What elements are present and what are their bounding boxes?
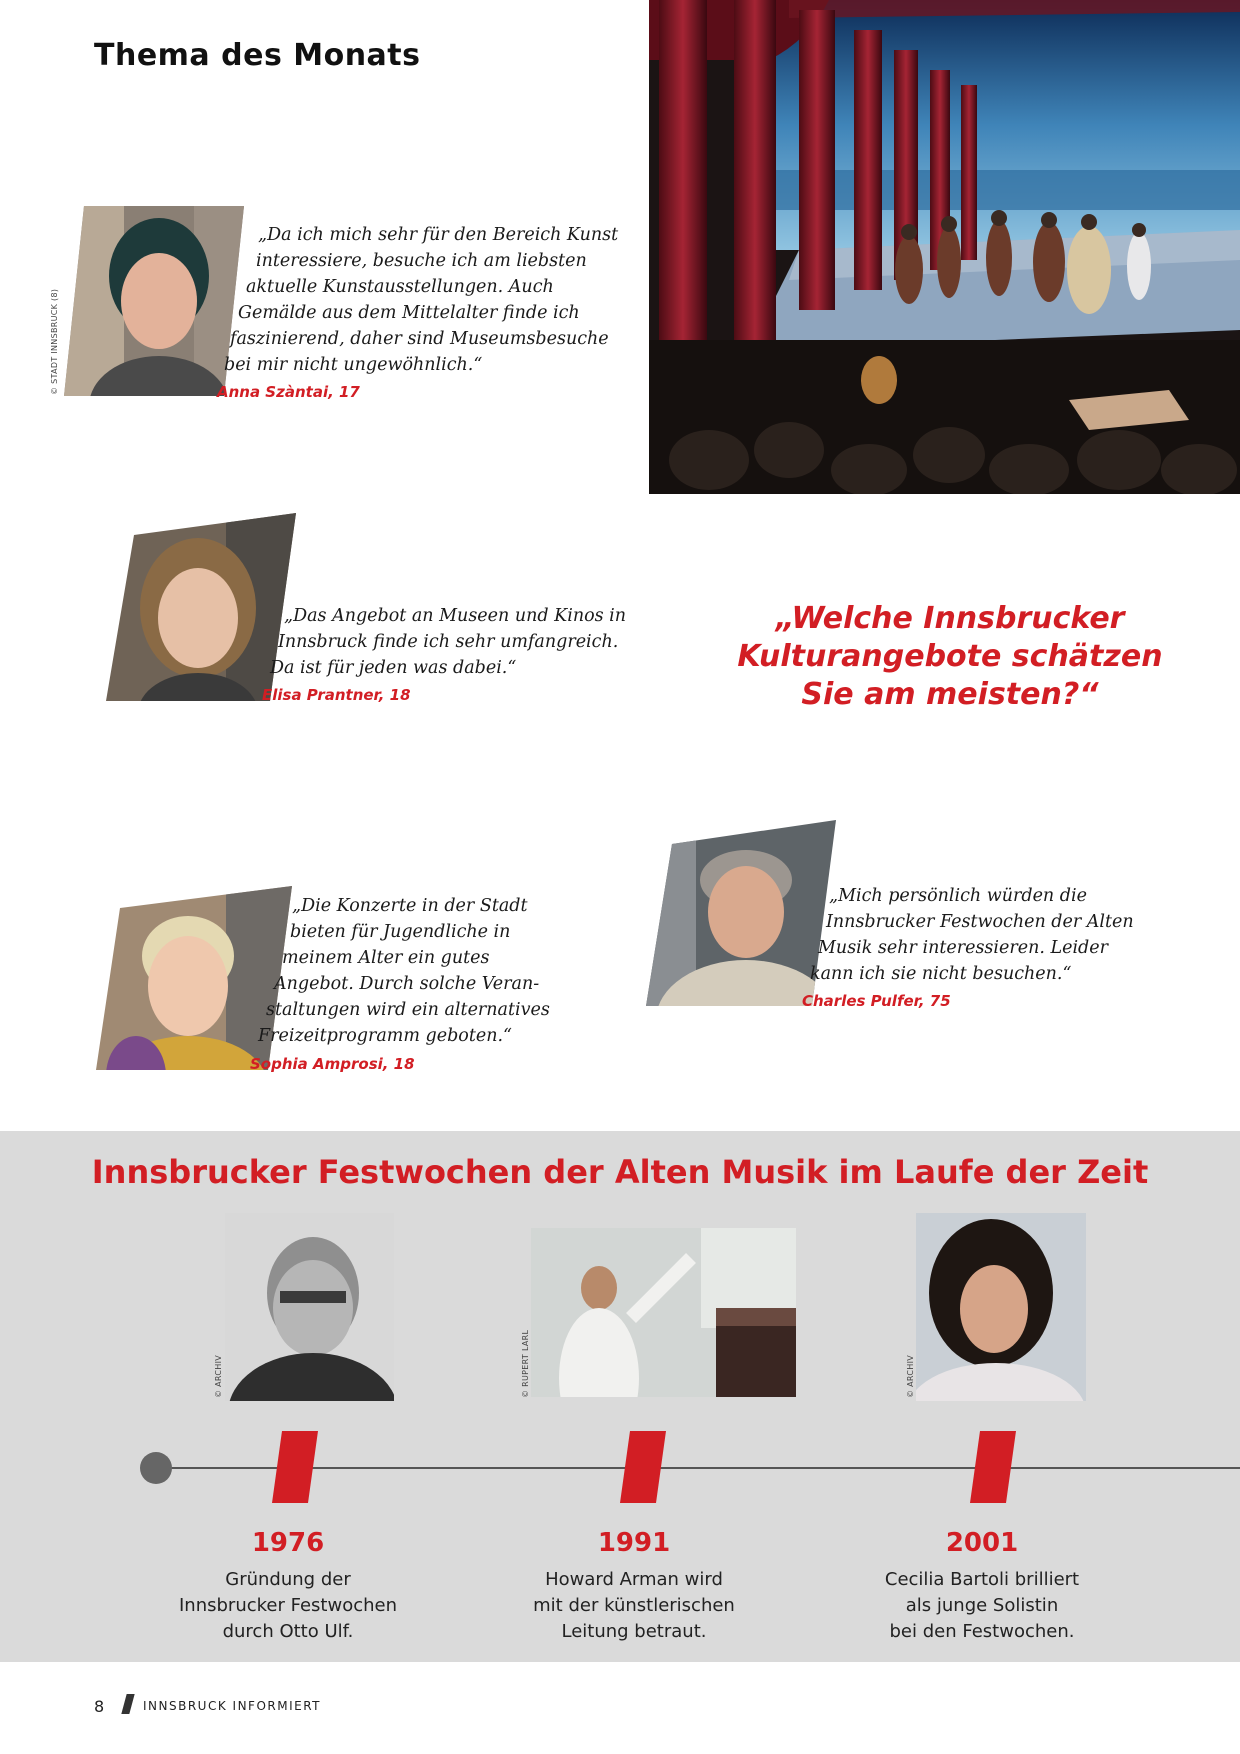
description-line: Howard Arman wird: [545, 1569, 723, 1590]
quote-author: Charles Pulfer, 75: [802, 992, 951, 1010]
photo-credit-1991: © RUPERT LARL: [521, 1329, 530, 1398]
page-number: 8: [94, 1697, 105, 1716]
quote-line: staltungen wird ein alternatives: [266, 1000, 550, 1020]
quote-author: Anna Szàntai, 17: [217, 383, 360, 401]
stage-performance-photo: [649, 0, 1240, 494]
description-line: Leitung betraut.: [561, 1621, 707, 1642]
timeline-description: [504, 1567, 764, 1645]
description-line: mit der künstlerischen: [533, 1595, 735, 1616]
quote-line: Freizeitprogramm geboten.“: [258, 1026, 512, 1046]
timeline-title: Innsbrucker Festwochen der Alten Musik im Laufe der Zeit: [91, 1153, 1149, 1191]
quote-line: interessiere, besuche ich am liebsten: [256, 251, 587, 271]
timeline-start-dot: [140, 1452, 172, 1484]
timeline-marker-2001: [970, 1431, 1016, 1503]
question-line: Kulturangebote schätzen: [737, 639, 1163, 674]
quote-line: „Mich persönlich würden die: [829, 886, 1087, 906]
description-line: Cecilia Bartoli brilliert: [884, 1569, 1080, 1590]
timeline-photo-1976: [225, 1213, 394, 1401]
quote-line: bei mir nicht ungewöhnlich.“: [224, 355, 483, 375]
description-line: bei den Festwochen.: [889, 1621, 1075, 1642]
photo-credit-1976: © ARCHIV: [214, 1354, 223, 1398]
quote-line: „Die Konzerte in der Stadt: [292, 896, 528, 916]
timeline-description: [852, 1567, 1112, 1645]
photo-credit-2001: © ARCHIV: [906, 1354, 915, 1398]
question-line: „Welche Innsbrucker: [775, 601, 1125, 636]
timeline-photo-1991: [531, 1228, 796, 1397]
quote-author: Elisa Prantner, 18: [262, 686, 411, 704]
timeline-year: 1991: [597, 1528, 671, 1558]
question-line: Sie am meisten?“: [801, 677, 1099, 712]
timeline-description: [158, 1567, 418, 1645]
feature-question: [660, 600, 1240, 714]
publication-name: INNSBRUCK INFORMIERT: [143, 1699, 321, 1713]
description-line: Gründung der: [225, 1569, 351, 1590]
portrait-anna: [64, 206, 244, 396]
portrait-elisa: [106, 513, 296, 701]
timeline-year: 2001: [945, 1528, 1019, 1558]
timeline-marker-1991: [620, 1431, 666, 1503]
quote-line: Gemälde aus dem Mittelalter finde ich: [238, 303, 580, 323]
portrait-charles: [646, 820, 836, 1006]
timeline-marker-1976: [272, 1431, 318, 1503]
quote-line: Innsbrucker Festwochen der Alten: [826, 912, 1134, 932]
quote-line: „Da ich mich sehr für den Bereich Kunst: [258, 225, 619, 245]
description-line: Innsbrucker Festwochen: [178, 1595, 397, 1616]
quote-line: meinem Alter ein gutes: [282, 948, 490, 968]
quote-line: „Das Angebot an Museen und Kinos in: [284, 606, 627, 626]
quote-line: Angebot. Durch solche Veran-: [274, 974, 540, 994]
quote-author: Sophia Amprosi, 18: [250, 1055, 415, 1073]
quote-line: kann ich sie nicht besuchen.“: [810, 964, 1072, 984]
quote-line: Da ist für jeden was dabei.“: [270, 658, 517, 678]
page-title: Thema des Monats: [94, 38, 421, 73]
quote-line: aktuelle Kunstausstellungen. Auch: [246, 277, 554, 297]
quote-line: faszinierend, daher sind Museumsbesuche: [230, 329, 609, 349]
timeline-axis: [157, 1467, 1240, 1469]
photo-credit-portraits: © STADT INNSBRUCK (8): [50, 288, 59, 395]
quote-line: Innsbruck finde ich sehr umfangreich.: [278, 632, 619, 652]
description-line: durch Otto Ulf.: [222, 1621, 354, 1642]
quote-line: bieten für Jugendliche in: [290, 922, 511, 942]
description-line: als junge Solistin: [905, 1595, 1059, 1616]
timeline-year: 1976: [251, 1528, 325, 1558]
footer-divider: [121, 1694, 134, 1714]
quote-line: Musik sehr interessieren. Leider: [818, 938, 1108, 958]
timeline-photo-2001: [916, 1213, 1086, 1401]
